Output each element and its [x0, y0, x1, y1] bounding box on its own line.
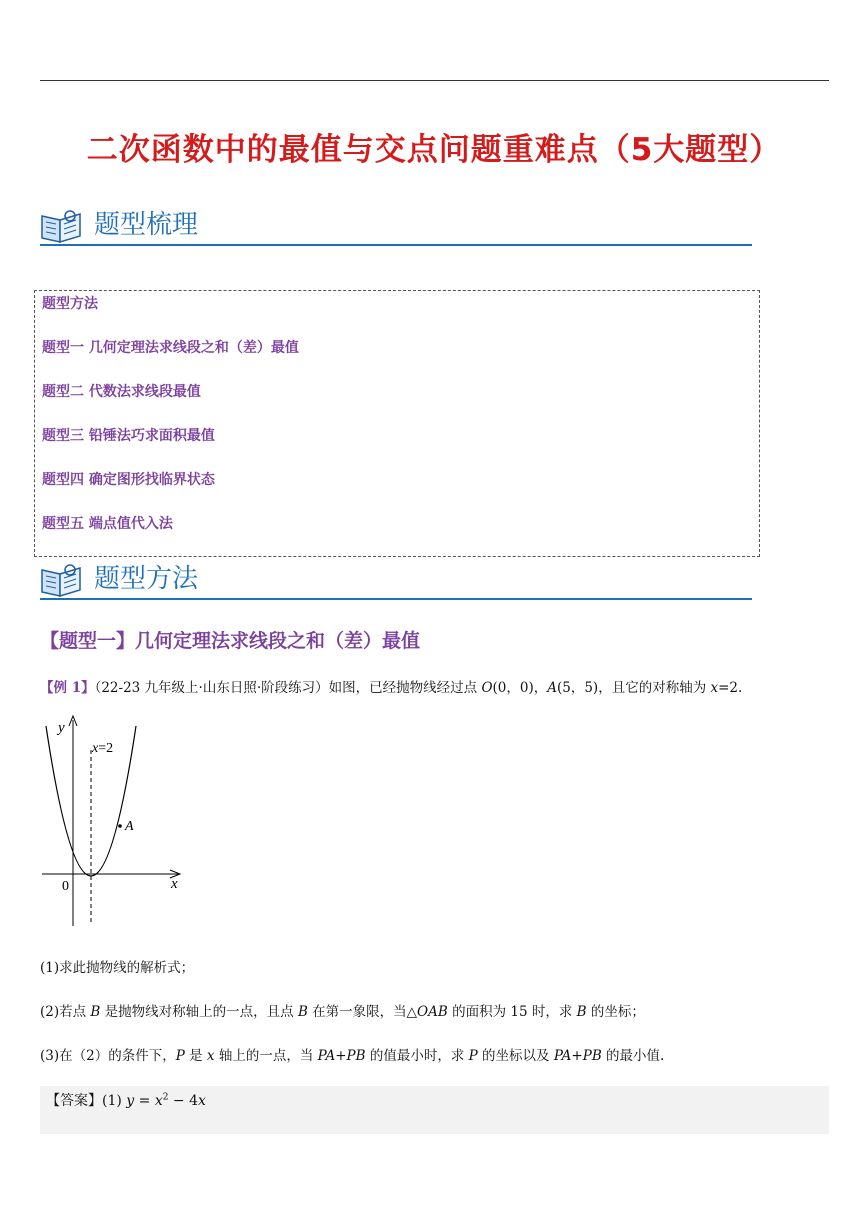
q-text: 的最小值.: [601, 1048, 665, 1064]
answer-prefix: (1): [102, 1093, 127, 1109]
q-text: 的坐标以及: [477, 1048, 554, 1064]
var-P: P: [175, 1048, 185, 1064]
answer-minus: − 4: [168, 1093, 199, 1109]
book-icon: [40, 208, 84, 244]
example-tag: 【例 1】: [40, 680, 95, 696]
var-PA-PB: PA+PB: [317, 1048, 366, 1064]
toc-item[interactable]: 题型五 端点值代入法: [42, 516, 173, 532]
label-sym-eq: =2: [98, 741, 114, 756]
q-text: 的值最小时，求: [365, 1048, 469, 1064]
label-A: A: [125, 819, 134, 834]
point-A: [118, 824, 122, 828]
label-y: y: [58, 720, 65, 736]
parabola-graph: [34, 712, 194, 932]
var-B: B: [297, 1004, 308, 1020]
answer-text: [46, 1090, 206, 1110]
q-text: 轴上的一点，当: [214, 1048, 318, 1064]
section-label: 题型方法: [94, 564, 199, 594]
var-x: x: [198, 1093, 206, 1109]
var-A: A: [547, 680, 557, 696]
example-source: （22-23 九年级上·山东日照·阶段练习）: [94, 680, 329, 696]
toc-box: [34, 290, 760, 557]
section-rule: [40, 598, 752, 600]
var-O: O: [481, 680, 493, 696]
page-title: 二次函数中的最值与交点问题重难点（5大题型）: [86, 132, 782, 168]
question-3: [40, 1044, 664, 1064]
var-B: B: [90, 1004, 101, 1020]
label-symmetry: [91, 741, 113, 756]
answer-box: [40, 1086, 829, 1134]
var-x: x: [154, 1093, 163, 1109]
q-text: (3)在（2）的条件下，: [40, 1048, 176, 1064]
section-label: 题型梳理: [94, 210, 199, 240]
q-text: 的面积为 15 时，求: [447, 1004, 577, 1020]
type1-heading: 【题型一】几何定理法求线段之和（差）最值: [40, 630, 421, 652]
section-header-methods: [40, 558, 752, 602]
question-1: (1)求此抛物线的解析式；: [40, 960, 195, 976]
answer-exp: 2: [162, 1092, 169, 1103]
label-x: x: [171, 876, 178, 892]
top-rule: [40, 80, 829, 81]
toc-item[interactable]: 题型二 代数法求线段最值: [42, 384, 201, 400]
var-y: y: [126, 1093, 135, 1109]
var-P: P: [468, 1048, 478, 1064]
book-icon: [40, 562, 84, 598]
toc-item[interactable]: 题型四 确定图形找临界状态: [42, 472, 215, 488]
var-x: x: [206, 1048, 215, 1064]
question-2: [40, 1000, 645, 1020]
example-text: 如图，已经抛物线经过点: [328, 680, 482, 696]
label-sym-var: x: [92, 741, 99, 756]
var-x: x: [710, 680, 719, 696]
example-text: (0，0)，: [492, 680, 548, 696]
q-text: 是: [184, 1048, 207, 1064]
answer-tag: 【答案】: [46, 1093, 102, 1109]
example-text: (5，5)，且它的对称轴为: [556, 680, 711, 696]
var-PA-PB: PA+PB: [553, 1048, 602, 1064]
toc-item[interactable]: 题型三 铅锤法巧求面积最值: [42, 428, 215, 444]
var-B: B: [576, 1004, 587, 1020]
toc-heading: 题型方法: [42, 296, 98, 312]
section-header-overview: [40, 204, 752, 248]
label-origin: 0: [62, 879, 69, 894]
toc-item[interactable]: 题型一 几何定理法求线段之和（差）最值: [42, 340, 299, 356]
answer-eq: =: [134, 1093, 155, 1109]
q-text: 是抛物线对称轴上的一点，且点: [100, 1004, 298, 1020]
example-text: =2.: [718, 680, 743, 696]
q-text: (2)若点: [40, 1004, 91, 1020]
var-OAB: OAB: [417, 1004, 448, 1020]
q-text: 在第一象限，当△: [307, 1004, 418, 1020]
section-rule: [40, 244, 752, 246]
example1-text: [40, 676, 742, 696]
q-text: 的坐标；: [586, 1004, 645, 1020]
